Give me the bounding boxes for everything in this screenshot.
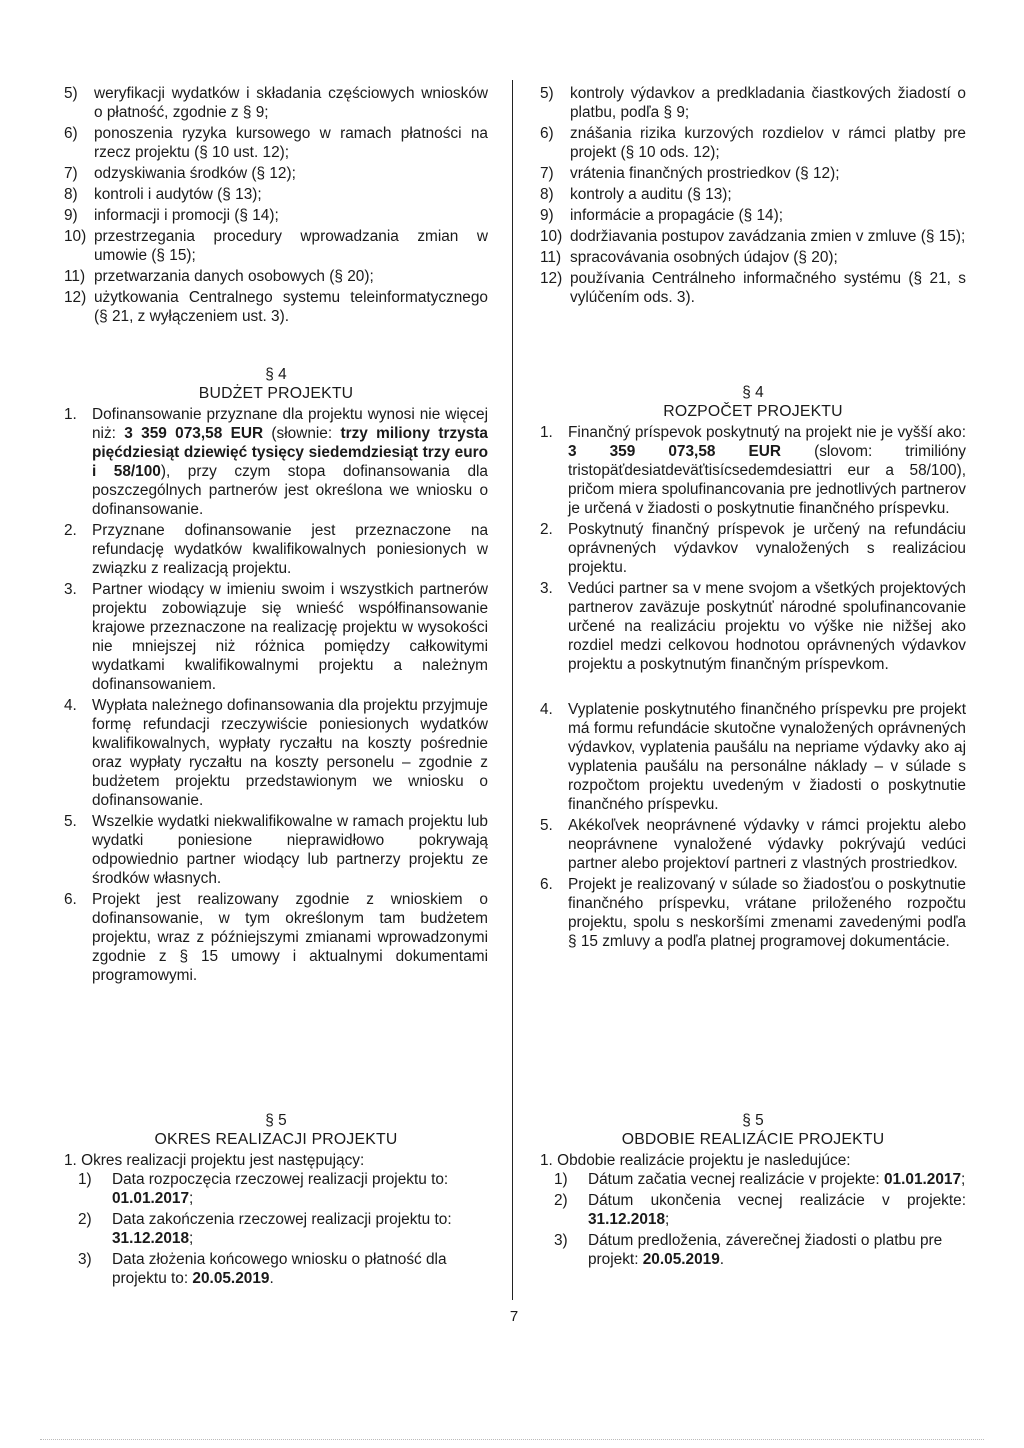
section-sign: § 5 (742, 1112, 764, 1129)
item-number: 11) (64, 268, 86, 285)
list-item (64, 84, 488, 122)
item-number: 11) (540, 249, 562, 266)
item-text: Partner wiodący w imieniu swoim i wszystkich partnerów projektu zobowiązuje się wnieść współfinansowanie krajowe przeznaczone na realizację projektu w wysokości nie mniejszej niż różnica pomiędzy całkowitymi wydatkami kwalifikowalnymi projektu a należnym dofinansowaniem. (92, 581, 488, 693)
item-number: 1) (554, 1171, 568, 1188)
list-item (64, 206, 488, 225)
text-fragment: (słownie: (263, 425, 341, 442)
bottom-scan-edge (40, 1438, 984, 1440)
list-item (540, 185, 966, 204)
item-text (112, 1250, 488, 1288)
list-item (64, 405, 488, 519)
list-item (64, 812, 488, 888)
section-title: BUDŻET PROJEKTU (198, 385, 354, 402)
item-text: Akékoľvek neoprávnené výdavky v rámci projektu alebo neoprávnene vynaložené výdavky pokrývajú vedúci partner alebo projektoví partneri z vlastných prostriedkov. (568, 817, 966, 872)
list-item (540, 816, 966, 873)
text-fragment: ; (189, 1230, 194, 1247)
item-text: Wszelkie wydatki niekwalifikowalne w ramach projektu lub wydatki poniesione nieprawidłowo pokrywają odpowiednio partner wiodący lub partnerzy projektu ze środków własnych. (92, 813, 488, 887)
list-item (64, 1170, 488, 1208)
item-number: 1. (540, 424, 553, 441)
item-number: 7) (64, 165, 78, 182)
list-item (64, 1210, 488, 1248)
item-number: 6. (540, 876, 553, 893)
text-fragment: Dátum predloženia, záverečnej žiadosti o platbu pre projekt: (588, 1232, 943, 1268)
text-fragment: Finančný príspevok poskytnutý na projekt nie je vyšší ako: (568, 424, 966, 441)
item-text: użytkowania Centralnego systemu teleinformatycznego (§ 21, z wyłączeniem ust. 3). (94, 289, 488, 325)
item-number: 12) (540, 270, 563, 287)
text-fragment: Dátum ukončenia vecnej realizácie v projekte: (588, 1192, 966, 1209)
item-text: znášania rizika kurzových rozdielov v rámci platby pre projekt (§ 10 ods. 12); (570, 125, 966, 161)
list-item (540, 1170, 966, 1189)
section-sign: § 4 (742, 384, 764, 401)
section-title: OKRES REALIZACJI PROJEKTU (154, 1131, 398, 1148)
item-text: przetwarzania danych osobowych (§ 20); (94, 268, 374, 285)
item-number: 3. (540, 580, 553, 597)
list-item (64, 124, 488, 162)
item-text: odzyskiwania środków (§ 12); (94, 165, 296, 182)
text-fragment: ; (665, 1211, 670, 1228)
item-number: 5) (540, 85, 554, 102)
item-text: dodržiavania postupov zavádzania zmien v zmluve (§ 15); (570, 228, 966, 245)
list-item (64, 185, 488, 204)
right-section-4 (540, 384, 966, 953)
item-number: 1) (78, 1171, 92, 1188)
item-number: 6) (64, 125, 78, 142)
list-item (540, 579, 966, 674)
item-number: 1. (64, 406, 77, 423)
list-item (64, 164, 488, 183)
date-bold: 01.01.2017 (883, 1171, 962, 1188)
text-fragment: Data zakończenia rzeczowej realizacji projektu to: (112, 1211, 452, 1228)
item-number: 6) (540, 125, 554, 142)
item-text: informácie a propagácie (§ 14); (570, 207, 784, 224)
item-text: kontroly a auditu (§ 13); (570, 186, 732, 203)
list-item (540, 520, 966, 577)
item-number: 6. (64, 891, 77, 908)
list-item (64, 1250, 488, 1288)
list-item (540, 1191, 966, 1229)
list-item (64, 696, 488, 810)
list-item (540, 248, 966, 267)
text-fragment: Data złożenia końcowego wniosku o płatność dla projektu to: (112, 1251, 447, 1287)
item-text (568, 423, 966, 518)
date-bold: 20.05.2019 (192, 1270, 270, 1287)
item-number: 12) (64, 289, 87, 306)
item-number: 7) (540, 165, 554, 182)
amount-bold: 3 359 073,58 EUR (124, 425, 264, 442)
date-bold: 31.12.2018 (588, 1211, 666, 1228)
item-number: 8) (64, 186, 78, 203)
item-text: Vyplatenie poskytnutého finančného príspevku pre projekt má formu refundácie skutočne vynaložených oprávnených výdavkov, vyplatenia paušálu na nepriame výdavky ako aj vyplatenia paušálu na personálne náklady – v súlade s rozpočtom projektu uvedeným v žiadosti o poskytnutie finančného príspevku. (568, 701, 966, 813)
item-text (588, 1231, 966, 1269)
text-fragment: ; (961, 1171, 966, 1188)
item-text: Vedúci partner sa v mene svojom a všetkých projektových partnerov zaväzuje poskytnúť národné spolufinancovanie určené na realizáciu projektu vo výške nie nižšej ako rozdiel medzi celkovou hodnotou oprávnených výdavkov projektu a poskytnutým finančným príspevkom. (568, 580, 966, 673)
text-fragment: Data rozpoczęcia rzeczowej realizacji projektu to: (112, 1171, 449, 1188)
list-item (540, 227, 966, 246)
text-fragment: . (269, 1270, 274, 1287)
item-text (112, 1210, 488, 1248)
item-number: 4. (64, 697, 77, 714)
item-number: 2) (78, 1211, 92, 1228)
list-item (64, 288, 488, 326)
item-number: 4. (540, 701, 553, 718)
item-number: 5. (540, 817, 553, 834)
item-number: 3. (64, 581, 77, 598)
item-text: Przyznane dofinansowanie jest przeznaczone na refundację wydatków kwalifikowalnych poniesionych w związku z realizacją projektu. (92, 522, 488, 577)
list-item (64, 267, 488, 286)
right-column (540, 84, 966, 309)
section-sign: § 5 (265, 1112, 287, 1129)
item-text: vrátenia finančných prostriedkov (§ 12); (570, 165, 840, 182)
text-fragment: ), przy czym stopa dofinansowania dla poszczególnych partnerów jest określona we wniosku o dofinansowanie. (92, 463, 488, 518)
list-item (540, 423, 966, 518)
item-number: 3) (554, 1232, 568, 1249)
item-text: Projekt jest realizowany zgodnie z wnioskiem o dofinansowanie, w tym określonym tam budżetem projektu, wraz z późniejszymi zmianami wprowadzonymi zgodnie z § 15 umowy i aktualnymi dokumentami programowymi. (92, 891, 488, 984)
section-intro: 1. Obdobie realizácie projektu je nasledujúce: (540, 1152, 851, 1169)
item-number: 2) (554, 1192, 568, 1209)
section-intro: 1. Okres realizacji projektu jest następujący: (64, 1152, 365, 1169)
amount-bold: 3 359 073,58 EUR (568, 443, 781, 460)
list-item (540, 124, 966, 162)
text-fragment: . (719, 1251, 725, 1268)
item-number: 5. (64, 813, 77, 830)
text-fragment: Dátum začatia vecnej realizácie v projekte: (588, 1171, 884, 1188)
left-column (64, 84, 488, 328)
list-item (64, 890, 488, 985)
date-bold: 01.01.2017 (112, 1190, 190, 1207)
item-number: 5) (64, 85, 78, 102)
item-number: 8) (540, 186, 554, 203)
text-fragment: (slovom: trimilióny tristopäťdesiatdeväťtisícsedemdesiattri eur a 58/100), pričom miera spolufinancovania pre jednotlivých partnerov je určená v žiadosti o poskytnutie finančného príspevku. (568, 443, 966, 517)
list-item (540, 206, 966, 225)
left-section-5 (64, 1112, 488, 1290)
item-number: 2. (64, 522, 77, 539)
list-item (540, 875, 966, 951)
list-item (540, 1231, 966, 1269)
list-item (64, 580, 488, 694)
section-sign: § 4 (265, 366, 287, 383)
item-number: 2. (540, 521, 553, 538)
column-divider (512, 80, 513, 1300)
list-item (540, 164, 966, 183)
item-text: kontroly výdavkov a predkladania čiastkových žiadostí o platbu, podľa § 9; (570, 85, 966, 121)
list-item (64, 521, 488, 578)
section-title: OBDOBIE REALIZÁCIE PROJEKTU (621, 1131, 885, 1148)
item-text: przestrzegania procedury wprowadzania zmian w umowie (§ 15); (94, 228, 488, 264)
list-item (540, 700, 966, 814)
item-text: weryfikacji wydatków i składania częściowych wniosków o płatność, zgodnie z § 9; (94, 85, 488, 121)
page-number: 7 (509, 1308, 519, 1325)
item-text: kontroli i audytów (§ 13); (94, 186, 262, 203)
item-number: 3) (78, 1251, 92, 1268)
item-number: 9) (540, 207, 554, 224)
item-text: Wypłata należnego dofinansowania dla projektu przyjmuje formę refundacji rzeczywiście poniesionych wydatków kwalifikowalnych, wypłaty ryczałtu na koszty pośrednie oraz wypłaty ryczałtu na koszty personelu – zgodnie z budżetem projektu przedstawionym we wniosku o dofinansowanie. (92, 697, 488, 809)
amount-words-bold: trzy miliony trzysta pięćdziesiąt dziewięć tysięcy siedemdziesiąt trzy euro i 58/100 (92, 425, 488, 480)
item-text: používania Centrálneho informačného systému (§ 21, s vylúčením ods. 3). (570, 270, 966, 306)
text-fragment: Dofinansowanie przyznane dla projektu wynosi nie więcej niż: (92, 406, 488, 442)
item-number: 10) (540, 228, 563, 245)
item-text (112, 1170, 488, 1208)
date-bold: 20.05.2019 (642, 1251, 720, 1268)
list-item (540, 269, 966, 307)
section-title: ROZPOČET PROJEKTU (663, 403, 843, 420)
item-number: 9) (64, 207, 78, 224)
item-text: informacji i promocji (§ 14); (94, 207, 279, 224)
list-item (540, 84, 966, 122)
list-item (64, 227, 488, 265)
item-text: Projekt je realizovaný v súlade so žiadosťou o poskytnutie finančného príspevku, vrátane priloženého rozpočtu projektu, spolu s neskoršími zmenami zavedenými podľa § 15 zmluvy a podľa platnej programovej dokumentácie. (568, 876, 966, 950)
right-section-5 (540, 1112, 966, 1271)
item-text (92, 405, 488, 519)
item-text (588, 1170, 965, 1189)
item-text (588, 1191, 966, 1229)
item-text: ponoszenia ryzyka kursowego w ramach płatności na rzecz projektu (§ 10 ust. 12); (94, 125, 488, 161)
left-section-4 (64, 366, 488, 987)
item-text: Poskytnutý finančný príspevok je určený na refundáciu oprávnených výdavkov vynaložených s realizáciou projektu. (568, 521, 966, 576)
item-number: 10) (64, 228, 87, 245)
date-bold: 31.12.2018 (112, 1230, 190, 1247)
item-text: spracovávania osobných údajov (§ 20); (570, 249, 838, 266)
left-list-a (64, 84, 488, 326)
text-fragment: ; (189, 1190, 194, 1207)
